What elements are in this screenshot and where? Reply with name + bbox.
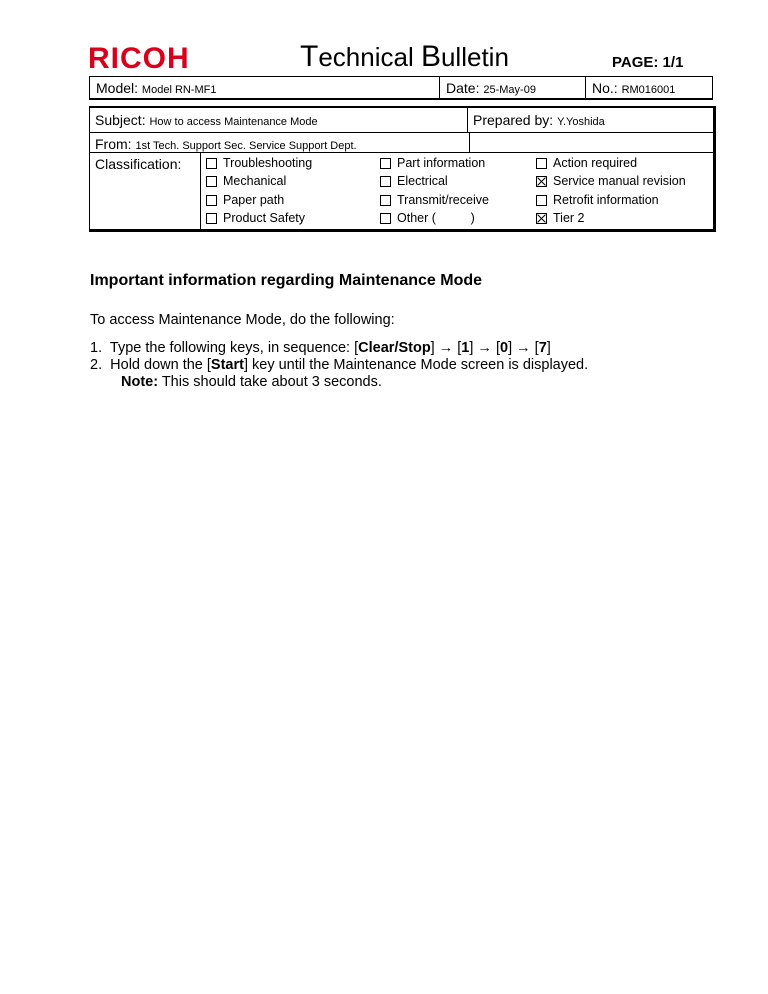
checkbox-troubleshooting[interactable]: Troubleshooting (206, 155, 312, 171)
checkbox-action-required[interactable]: Action required (536, 155, 637, 171)
checkbox-retrofit-information[interactable]: Retrofit information (536, 192, 659, 208)
intro-text: To access Maintenance Mode, do the following: (90, 312, 395, 328)
checkbox-icon (206, 195, 217, 206)
checked-checkbox-icon (536, 176, 547, 187)
subject: Subject: How to access Maintenance Mode (95, 112, 318, 128)
checkbox-service-manual-revision[interactable]: Service manual revision (536, 173, 686, 189)
prepared-by: Prepared by: Y.Yoshida (467, 108, 605, 132)
checkbox-icon (380, 158, 391, 169)
page-number: PAGE: 1/1 (612, 54, 684, 71)
checkbox-icon (380, 195, 391, 206)
checkbox-other[interactable]: Other ( ) (380, 210, 475, 226)
checkbox-icon (206, 158, 217, 169)
number-cell: No.: RM016001 (592, 80, 676, 96)
subject-row (90, 108, 713, 133)
step-2: 2. Hold down the [Start] key until the Maintenance Mode screen is displayed. (90, 357, 589, 373)
date-value: 25-May-09 (483, 84, 536, 96)
checked-checkbox-icon (536, 213, 547, 224)
checkbox-part-information[interactable]: Part information (380, 155, 485, 171)
checkbox-icon (536, 158, 547, 169)
checkbox-product-safety[interactable]: Product Safety (206, 210, 305, 226)
bulletin-info-box (89, 106, 716, 232)
date-cell: Date: 25-May-09 (440, 77, 586, 98)
instruction-steps (90, 340, 588, 391)
note: Note: This should take about 3 seconds. (121, 374, 382, 390)
divider (200, 152, 201, 231)
classification-label: Classification: (95, 156, 182, 172)
checkbox-tier-2[interactable]: Tier 2 (536, 210, 585, 226)
checkbox-mechanical[interactable]: Mechanical (206, 173, 286, 189)
checkbox-icon (380, 176, 391, 187)
model-date-table (89, 76, 713, 100)
checkbox-icon (536, 195, 547, 206)
bulletin-number: RM016001 (621, 84, 676, 96)
checkbox-paper-path[interactable]: Paper path (206, 192, 284, 208)
model-cell: Model: Model RN-MF1 (90, 77, 440, 98)
divider (90, 152, 713, 153)
checkbox-electrical[interactable]: Electrical (380, 173, 448, 189)
section-heading: Important information regarding Maintenance Mode (90, 272, 483, 289)
checkbox-transmit-receive[interactable]: Transmit/receive (380, 192, 489, 208)
ricoh-logo: RICOH (88, 42, 190, 75)
checkbox-icon (206, 176, 217, 187)
from-row (90, 133, 470, 153)
step-1: 1. Type the following keys, in sequence: [Clear/Stop] → [1] → [0] → [7] (90, 340, 551, 356)
document-title: Technical Bulletin (300, 40, 509, 73)
model-value: Model RN-MF1 (141, 84, 217, 96)
checkbox-icon (206, 213, 217, 224)
checkbox-icon (380, 213, 391, 224)
from: From: 1st Tech. Support Sec. Service Support Dept. (95, 136, 357, 152)
